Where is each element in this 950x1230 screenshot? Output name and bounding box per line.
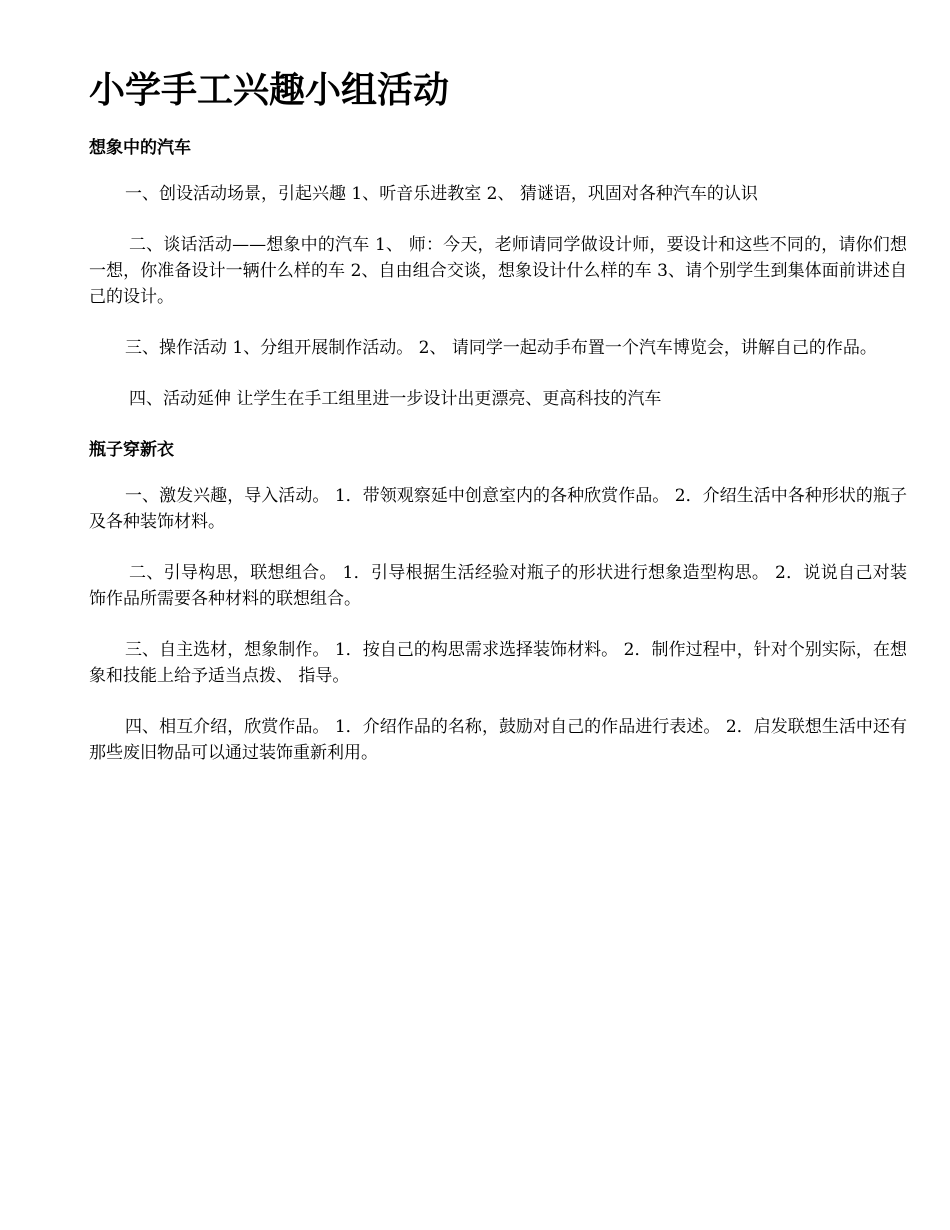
paragraph: 一、激发兴趣，导入活动。 1．带领观察延中创意室内的各种欣赏作品。 2．介绍生活中各种形状的瓶子及各种装饰材料。 xyxy=(89,486,907,532)
paragraph: 四、相互介绍，欣赏作品。 1．介绍作品的名称，鼓励对自己的作品进行表述。 2．启发联想生活中还有那些废旧物品可以通过装饰重新利用。 xyxy=(89,717,907,763)
page-title: 小学手工兴趣小组活动 xyxy=(89,69,450,111)
paragraph: 三、操作活动 1、分组开展制作活动。 2、 请同学一起动手布置一个汽车博览会，讲解自己的作品。 xyxy=(125,338,877,358)
paragraph: 二、谈话活动——想象中的汽车 1、 师：今天，老师请同学做设计师，要设计和这些不同的，请你们想一想，你准备设计一辆什么样的车 2、自由组合交谈，想象设计什么样的车 3、请个别学生到集体面前讲述自己的设计。 xyxy=(89,235,907,307)
section-heading: 瓶子穿新衣 xyxy=(89,440,174,460)
paragraph: 三、自主选材，想象制作。 1．按自己的构思需求选择装饰材料。 2．制作过程中，针对个别实际，在想象和技能上给予适当点拨、 指导。 xyxy=(89,640,907,686)
paragraph: 二、引导构思，联想组合。 1．引导根据生活经验对瓶子的形状进行想象造型构思。 2．说说自己对装饰作品所需要各种材料的联想组合。 xyxy=(89,563,907,609)
section-toy-car xyxy=(89,135,907,412)
paragraph: 四、活动延伸 让学生在手工组里进一步设计出更漂亮、更高科技的汽车 xyxy=(129,389,662,409)
section-bottle xyxy=(89,437,907,766)
paragraph: 一、创设活动场景，引起兴趣 1、听音乐进教室 2、 猜谜语，巩固对各种汽车的认识 xyxy=(125,184,758,204)
section-heading: 想象中的汽车 xyxy=(89,138,191,158)
document-page xyxy=(89,62,907,791)
